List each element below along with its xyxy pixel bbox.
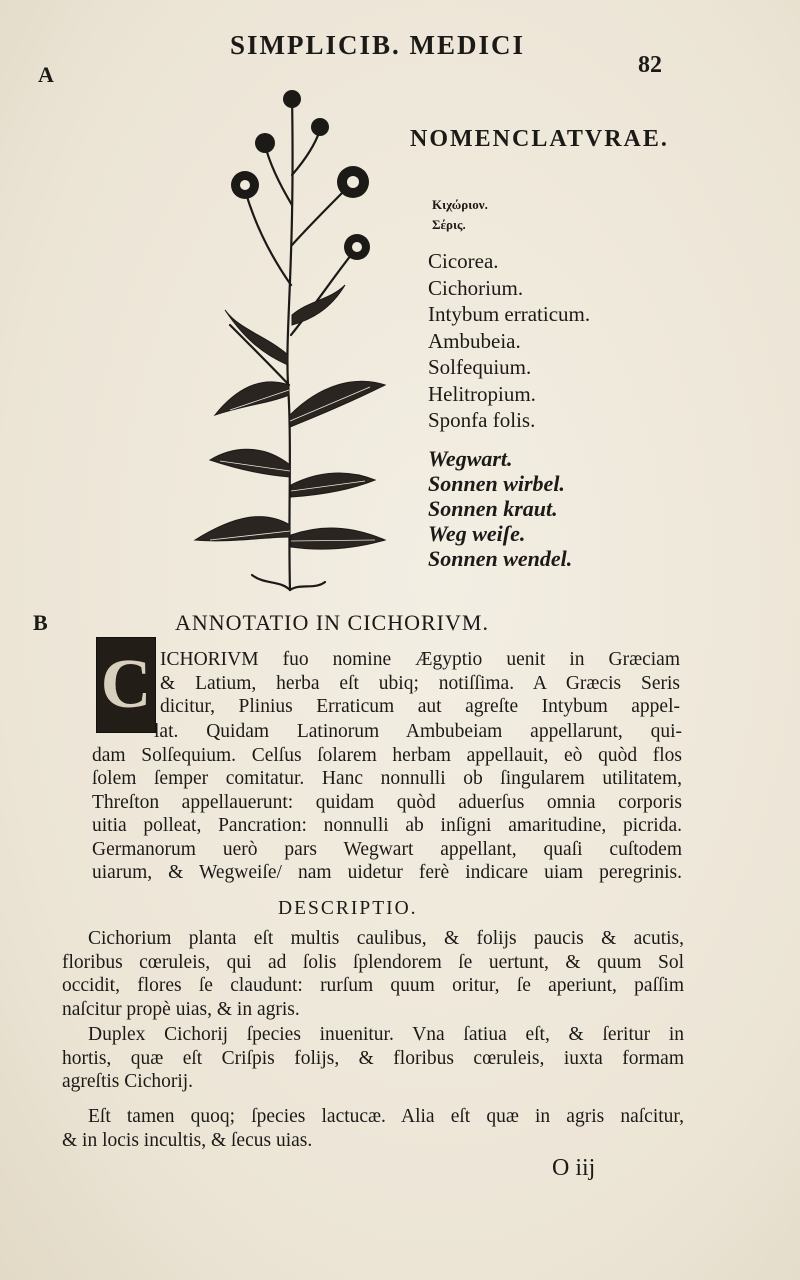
annotatio-paragraph-start bbox=[160, 648, 680, 719]
initial-letter: C bbox=[100, 646, 152, 723]
text-line: ſolem ſemper comitatur. Hanc nonnulli ob ſingularem utilitatem, bbox=[92, 768, 682, 789]
text-line: agreſtis Cichorij. bbox=[62, 1071, 194, 1092]
text-line: lat. Quidam Latinorum Ambubeiam appellarunt, qui- bbox=[154, 721, 682, 742]
greek-name: Σέρις. bbox=[432, 217, 466, 232]
german-name: Weg weiſe. bbox=[428, 521, 526, 546]
text-line: ICHORIVM fuo nomine Ægyptio uenit in Græciam bbox=[160, 649, 680, 670]
german-name: Sonnen kraut. bbox=[428, 496, 558, 521]
margin-letter-b: B bbox=[33, 610, 48, 635]
annotatio-paragraph-rest bbox=[92, 720, 682, 885]
latin-name: Cichorium. bbox=[428, 275, 524, 300]
text-line: uitia polleat, Pancration: nonnulli ab inſigni amaritudine, picrida. bbox=[92, 815, 682, 836]
nomenclature-title: NOMENCLATVRAE. bbox=[410, 126, 669, 152]
german-name: Sonnen wendel. bbox=[428, 546, 573, 571]
text-line: naſcitur propè uias, & in agris. bbox=[62, 998, 300, 1020]
greek-name: Κιχώριον. bbox=[432, 197, 488, 212]
text-line: hortis, quæ eſt Criſpis folijs, & floribus cœruleis, iuxta formam bbox=[62, 1047, 684, 1069]
latin-name: Cicorea. bbox=[428, 249, 499, 273]
latin-name: Solfequium. bbox=[428, 355, 532, 379]
latin-name: Intybum erraticum. bbox=[428, 302, 591, 326]
latin-name: Sponfa folis. bbox=[428, 408, 536, 432]
german-name: Wegwart. bbox=[428, 446, 513, 471]
text-line: & in locis incultis, & ſecus uias. bbox=[62, 1129, 313, 1151]
greek-names bbox=[432, 195, 488, 235]
text-line: occidit, flores ſe claudunt: rurſum quum oritur, ſe aperiunt, paſſim bbox=[62, 975, 684, 996]
margin-letter-a: A bbox=[38, 62, 54, 87]
text-line: Germanorum uerò pars Wegwart appellant, quaſi cuſtodem bbox=[92, 838, 682, 860]
text-line: dicitur, Plinius Erraticum aut agreſte Intybum appel- bbox=[160, 696, 680, 717]
text-line: Eſt tamen quoq; ſpecies lactucæ. Alia eſt quæ in agris naſcitur, bbox=[88, 1106, 684, 1127]
german-names bbox=[428, 446, 572, 571]
signature-mark: O iij bbox=[552, 1155, 596, 1181]
latin-names bbox=[428, 248, 590, 434]
descriptio-heading: DESCRIPTIO. bbox=[278, 898, 418, 919]
decorated-initial bbox=[96, 637, 156, 733]
running-title: SIMPLICIB. MEDICI bbox=[230, 30, 526, 60]
text-line: floribus cœruleis, qui ad ſolis ſplendorem ſe uertunt, & quum Sol bbox=[62, 951, 684, 973]
text-line: Cichorium planta eſt multis caulibus, & folijs paucis & acutis, bbox=[88, 928, 684, 949]
descriptio-paragraph-1 bbox=[62, 927, 684, 1021]
text-line: dam Solſequium. Celſus ſolarem herbam appellauit, eò quòd flos bbox=[92, 744, 682, 766]
text-line: Threſton appellauerunt: quidam quòd aduerſus omnia corporis bbox=[92, 791, 682, 813]
page-number: 82 bbox=[638, 52, 662, 78]
descriptio-paragraph-3 bbox=[62, 1105, 684, 1152]
chicory-woodcut-illustration bbox=[170, 85, 410, 595]
latin-name: Ambubeia. bbox=[428, 328, 521, 353]
latin-name: Helitropium. bbox=[428, 381, 536, 406]
annotatio-heading: ANNOTATIO IN CICHORIVM. bbox=[175, 610, 489, 635]
text-line: uiarum, & Wegweiſe/ nam uidetur ferè indicare uiam peregrinis. bbox=[92, 862, 682, 883]
descriptio-paragraph-2 bbox=[62, 1023, 684, 1094]
text-line: Duplex Cichorij ſpecies inuenitur. Vna ſatiua eſt, & ſeritur in bbox=[88, 1024, 684, 1045]
text-line: & Latium, herba eſt ubiq; notiſſima. A Græcis Seris bbox=[160, 672, 680, 694]
german-name: Sonnen wirbel. bbox=[428, 471, 565, 496]
